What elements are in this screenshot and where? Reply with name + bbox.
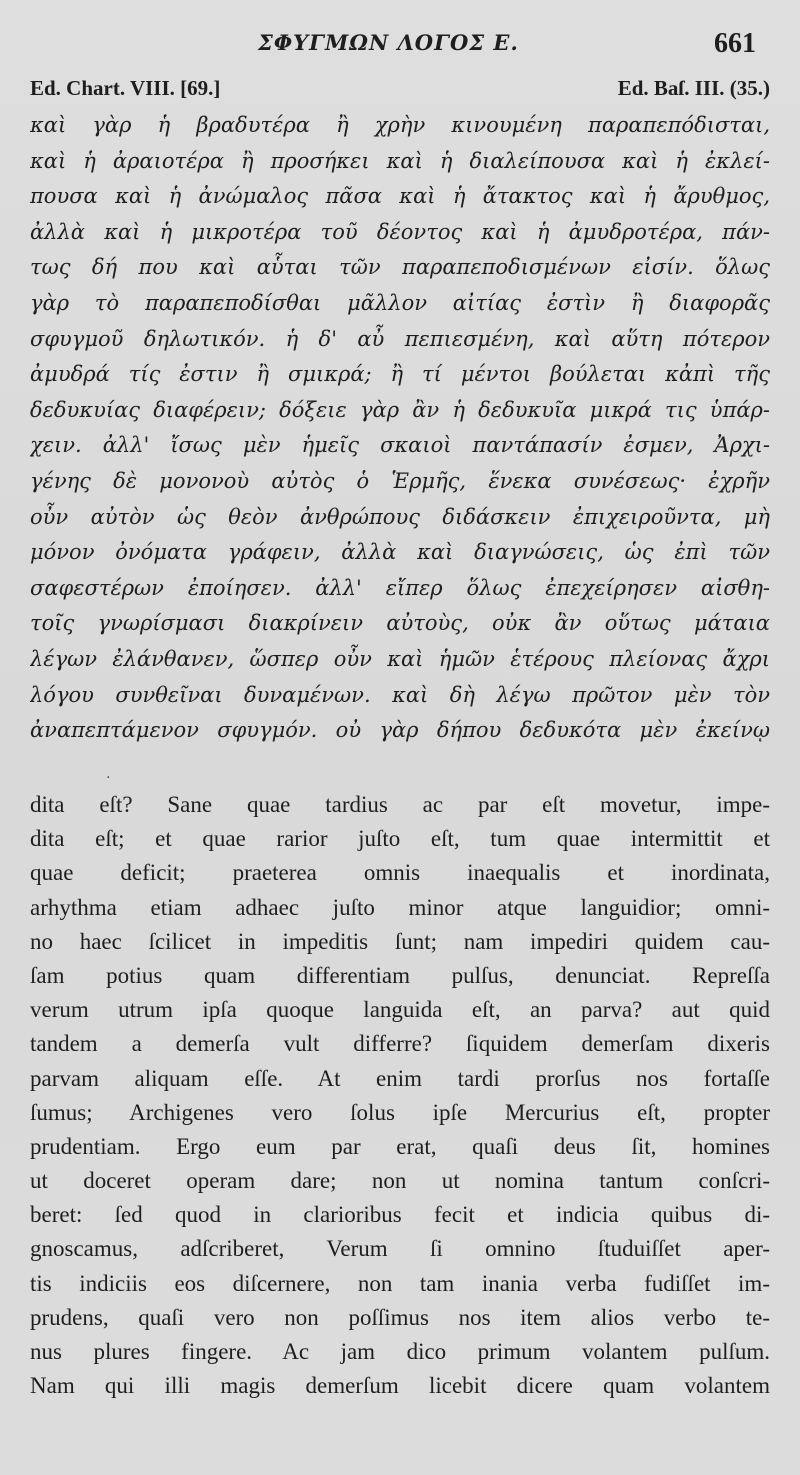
latin-text-line: quae deficit; praeterea omnis inaequalis et inordinata, — [30, 860, 770, 886]
latin-text-line: parvam aliquam eſſe. At enim tardi prorſus nos fortaſſe — [30, 1065, 770, 1091]
latin-text-line: Nam qui illi magis demerſum licebit dicere quam volantem — [30, 1373, 770, 1399]
latin-text-line: ſumus; Archigenes vero ſolus ipſe Mercurius eſt, propter — [30, 1099, 770, 1125]
edition-chartier: Ed. Chart. VIII. [69.] — [30, 76, 221, 100]
running-head — [0, 28, 800, 62]
greek-text-line: ἀμυδρά τίς ἐστιν ἢ σμικρά; ἢ τί μέντοι βούλεται κἀπὶ τῆς — [30, 362, 770, 387]
latin-text-line: verum utrum ipſa quoque languida eſt, an parva? aut quid — [30, 997, 770, 1023]
greek-text-line: χειν. ἀλλ' ἴσως μὲν ἡμεῖς σκαιοὶ παντάπασίν ἐσμεν, Ἀρχι- — [30, 433, 770, 458]
greek-text-line: ἀναπεπτάμενον σφυγμόν. οὐ γὰρ δήπου δεδυκότα μὲν ἐκείνῳ — [30, 718, 770, 743]
greek-text-line: καὶ ἡ ἀραιοτέρα ἢ προσήκει καὶ ἡ διαλείπουσα καὶ ἡ ἐκλεί- — [30, 148, 770, 173]
greek-text-line: τως δή που καὶ αὗται τῶν παραπεποδισμένων εἰσίν. ὅλως — [30, 255, 770, 280]
greek-text-line: καὶ γὰρ ἡ βραδυτέρα ἢ χρὴν κινουμένη παραπεπόδισται, — [30, 113, 770, 137]
greek-text-line: σαφεστέρων ἐποίησεν. ἀλλ' εἴπερ ὅλως ἐπεχείρησεν αἰσθη- — [30, 575, 770, 600]
printer-mark: · — [106, 770, 111, 786]
latin-text-line: dita eſt; et quae rarior juſto eſt, tum quae intermittit et — [30, 826, 770, 852]
greek-text-line: οὖν αὐτὸν ὡς θεὸν ἀνθρώπους διδάσκειν ἐπιχειροῦντα, μὴ — [30, 504, 770, 529]
latin-text-block — [30, 788, 770, 1403]
latin-text-line: prudentiam. Ergo eum par erat, quaſi deus ſit, homines — [30, 1133, 770, 1159]
latin-text-line: nus plures fingere. Ac jam dico primum volantem pulſum. — [30, 1339, 770, 1364]
greek-text-line: σφυγμοῦ δηλωτικόν. ἡ δ' αὖ πεπιεσμένη, καὶ αὕτη πότερον — [30, 326, 770, 351]
latin-text-line: arhythma etiam adhaec juſto minor atque languidior; omni- — [30, 894, 770, 920]
latin-text-line: gnoscamus, adſcriberet, Verum ſi omnino ſtuduiſſet aper- — [30, 1236, 770, 1262]
latin-text-line: prudens, quaſi vero non poſſimus nos item alios verbo te- — [30, 1304, 770, 1330]
latin-text-line: ut doceret operam dare; non ut nomina tantum conſcri- — [30, 1168, 770, 1194]
greek-text-line: πουσα καὶ ἡ ἀνώμαλος πᾶσα καὶ ἡ ἄτακτος καὶ ἡ ἄρυθμος, — [30, 184, 770, 209]
greek-text-line: ἀλλὰ καὶ ἡ μικροτέρα τοῦ δέοντος καὶ ἡ ἀμυδροτέρα, πάν- — [30, 219, 770, 244]
latin-text-line: beret: ſed quod in clarioribus fecit et indicia quibus di- — [30, 1202, 770, 1228]
running-title: ΣΦΥΓΜΩΝ ΛΟΓΟΣ Ε. — [258, 30, 519, 55]
greek-text-line: γὰρ τὸ παραπεποδίσθαι μᾶλλον αἰτίας ἐστὶν ἢ διαφορᾶς — [30, 290, 770, 315]
latin-text-line: dita eſt? Sane quae tardius ac par eſt movetur, impe- — [30, 792, 770, 817]
greek-text-line: τοῖς γνωρίσμασι διακρίνειν αὐτοὺς, οὐκ ἂν οὕτως μάταια — [30, 611, 770, 636]
page-number: 661 — [714, 28, 756, 59]
greek-text-line: λέγων ἐλάνθανεν, ὥσπερ οὖν καὶ ἡμῶν ἑτέρους πλείονας ἄχρι — [30, 646, 770, 671]
greek-text-line: δεδυκυίας διαφέρειν; δόξειε γὰρ ἂν ἡ δεδυκυῖα μικρά τις ὑπάρ- — [30, 397, 770, 422]
edition-line — [30, 76, 770, 106]
latin-text-line: ſam potius quam differentiam pulſus, denunciat. Repreſſa — [30, 962, 770, 988]
edition-basel: Ed. Baſ. III. (35.) — [617, 76, 770, 100]
greek-text-line: μόνον ὀνόματα γράφειν, ἀλλὰ καὶ διαγνώσεις, ὡς ἐπὶ τῶν — [30, 540, 770, 565]
greek-text-line: λόγου συνθεῖναι δυναμένων. καὶ δὴ λέγω πρῶτον μὲν τὸν — [30, 682, 770, 707]
latin-text-line: no haec ſcilicet in impeditis ſunt; nam impediri quidem cau- — [30, 928, 770, 954]
latin-text-line: tis indiciis eos diſcernere, non tam inania verba fudiſſet im- — [30, 1270, 770, 1296]
latin-text-line: tandem a demerſa vult differre? ſiquidem demerſam dixeris — [30, 1031, 770, 1057]
greek-text-block — [30, 108, 770, 749]
greek-text-line: γένης δὲ μονονοὺ αὐτὸς ὁ Ἑρμῆς, ἕνεκα συνέσεως· ἐχρῆν — [30, 468, 770, 493]
